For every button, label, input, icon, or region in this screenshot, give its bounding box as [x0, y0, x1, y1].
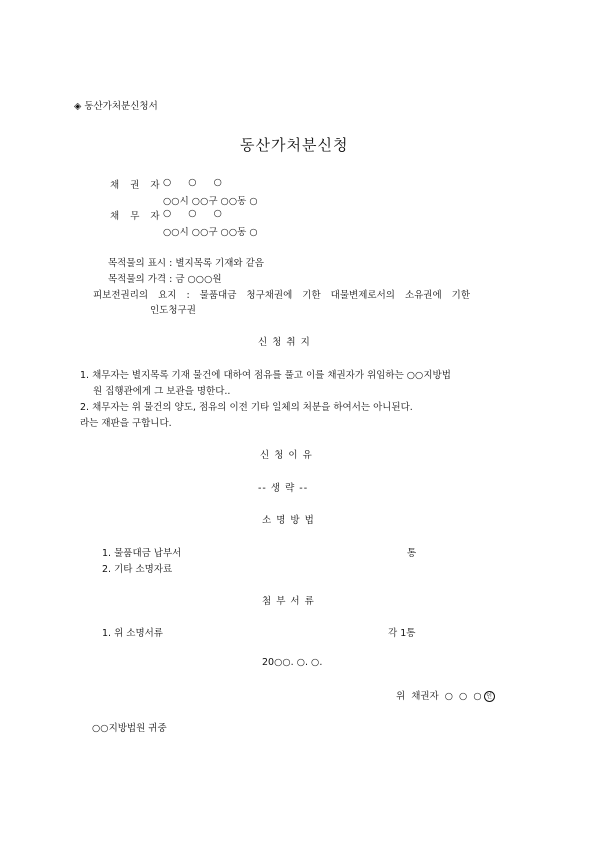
purpose-item-1: 1. 채무자는 별지목록 기재 물건에 대하여 점유를 풀고 이를 채권자가 위임하는 ○○지방법 [80, 370, 451, 381]
attachments-item-1: 1. 위 소명서류 [102, 628, 163, 639]
evidence-item-1: 1. 물품대금 납부서 [102, 548, 182, 559]
creditor-name: ○ ○ ○ [163, 177, 229, 188]
evidence-item-2: 2. 기타 소명자료 [102, 564, 173, 575]
form-label: ◈ 동산가처분신청서 [74, 101, 158, 112]
document-title: 동산가처분신청 [240, 136, 349, 154]
purpose-item-1-cont: 원 집행관에게 그 보관을 명한다.. [93, 386, 231, 397]
debtor-address: ○○시 ○○구 ○○동 ○ [163, 227, 258, 238]
attachments-item-1-count: 각 1통 [388, 628, 416, 639]
seal-icon: 인 [484, 691, 495, 702]
debtor-name: ○ ○ ○ [163, 208, 229, 219]
filing-date: 20○○. ○. ○. [262, 657, 323, 668]
reasons-omitted: -- 생 략 -- [258, 483, 309, 494]
signature-label: 위 채권자 ○ ○ ○ [396, 691, 482, 702]
attachments-heading: 첨 부 서 류 [262, 596, 315, 607]
purpose-heading: 신 청 취 지 [258, 337, 311, 348]
object-value: 목적물의 가격 : 금 ○○○원 [108, 274, 222, 285]
creditor-label: 채 권 자 [110, 180, 164, 191]
right-summary: 피보전권리의 요지 : 물품대금 청구채권에 기한 대물변제로서의 소유권에 기한 [93, 290, 471, 301]
purpose-closing: 라는 재판을 구합니다. [80, 418, 172, 429]
evidence-item-1-count: 통 [407, 548, 417, 559]
debtor-label: 채 무 자 [110, 211, 164, 222]
addressee: ○○지방법원 귀중 [92, 723, 167, 734]
reasons-heading: 신 청 이 유 [260, 450, 313, 461]
signature-line [396, 688, 495, 702]
creditor-address: ○○시 ○○구 ○○동 ○ [163, 196, 258, 207]
purpose-item-2: 2. 채무자는 위 물건의 양도, 점유의 이전 기타 일체의 처분을 하여서는 아니된다. [80, 402, 413, 413]
right-summary-cont: 인도청구권 [150, 305, 196, 316]
object-display: 목적물의 표시 : 별지목록 기재와 같음 [108, 258, 264, 269]
evidence-heading: 소 명 방 법 [262, 515, 315, 526]
